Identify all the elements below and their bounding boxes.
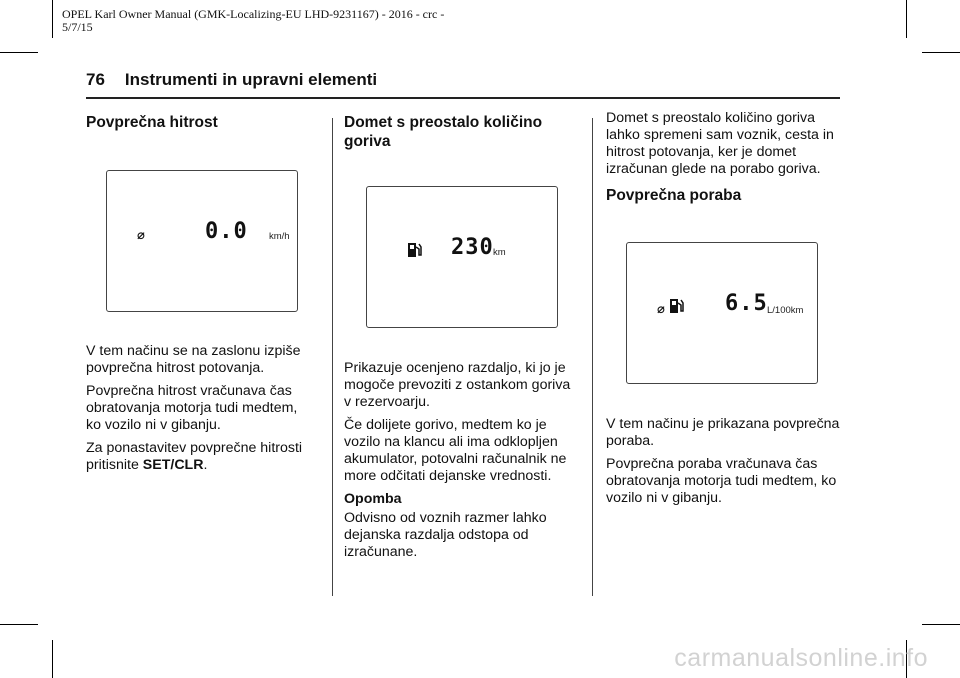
section-heading: Povprečna hitrost bbox=[86, 114, 218, 131]
print-metadata bbox=[62, 8, 444, 34]
right-column-text bbox=[606, 416, 842, 513]
paragraph-text: Za ponastavitev povprečne hitrosti pritisnite bbox=[86, 440, 303, 473]
display-average-speed bbox=[106, 170, 298, 312]
column-divider bbox=[332, 118, 333, 596]
page-header bbox=[86, 70, 377, 90]
display-value: 6.5 bbox=[725, 291, 768, 316]
middle-column bbox=[344, 113, 580, 151]
page-number: 76 bbox=[86, 70, 105, 89]
crop-mark bbox=[0, 52, 38, 53]
watermark: carmanualsonline.info bbox=[674, 644, 928, 672]
section-heading: Domet s preostalo količino goriva bbox=[344, 114, 543, 150]
average-symbol-icon: ⌀ bbox=[657, 301, 665, 316]
display-unit: L/100km bbox=[767, 305, 804, 316]
header-rule bbox=[86, 97, 840, 99]
display-unit: km bbox=[493, 247, 506, 258]
paragraph: Povprečna hitrost vračunava čas obratovanja motorja tudi medtem, ko vozilo ni v gibanju. bbox=[86, 383, 298, 433]
fuel-pump-icon bbox=[669, 297, 685, 315]
metadata-line: OPEL Karl Owner Manual (GMK-Localizing-EU LHD-9231167) - 2016 - crc - bbox=[62, 7, 445, 21]
metadata-date: 5/7/15 bbox=[62, 20, 93, 34]
display-unit: km/h bbox=[269, 231, 290, 242]
average-symbol-icon: ⌀ bbox=[137, 227, 145, 242]
note-text: Odvisno od voznih razmer lahko dejanska razdalja odstopa od izračunane. bbox=[344, 510, 547, 560]
button-name: SET/CLR bbox=[142, 457, 204, 473]
paragraph bbox=[86, 440, 312, 474]
crop-mark bbox=[922, 52, 960, 53]
crop-mark bbox=[922, 624, 960, 625]
crop-mark bbox=[906, 0, 907, 38]
right-column bbox=[606, 110, 842, 205]
paragraph: V tem načinu se na zaslonu izpiše povprečna hitrost potovanja. bbox=[86, 343, 301, 376]
column-divider bbox=[592, 118, 593, 596]
crop-mark bbox=[52, 0, 53, 38]
display-average-consumption bbox=[626, 242, 818, 384]
note-title: Opomba bbox=[344, 491, 402, 507]
paragraph: Če dolijete gorivo, medtem ko je vozilo na klancu ali ima odklopljen akumulator, potovalni računalnik ne more odčitati dejanske vrednosti. bbox=[344, 417, 567, 484]
fuel-pump-icon bbox=[407, 241, 423, 259]
middle-column-text bbox=[344, 360, 580, 567]
display-value: 0.0 bbox=[205, 219, 248, 244]
paragraph: V tem načinu je prikazana povprečna poraba. bbox=[606, 416, 840, 449]
section-heading: Povprečna poraba bbox=[606, 187, 742, 204]
paragraph: Prikazuje ocenjeno razdaljo, ki jo je mogoče prevoziti z ostankom goriva v rezervoarju. bbox=[344, 360, 571, 410]
paragraph: Povprečna poraba vračunava čas obratovanja motorja tudi medtem, ko vozilo ni v gibanju. bbox=[606, 456, 837, 506]
crop-mark bbox=[52, 640, 53, 678]
paragraph-text: . bbox=[203, 457, 208, 473]
left-column bbox=[86, 113, 312, 132]
page-title: Instrumenti in upravni elementi bbox=[124, 70, 378, 89]
crop-mark bbox=[0, 624, 38, 625]
paragraph: Domet s preostalo količino goriva lahko spremeni sam voznik, cesta in hitrost potovanja, ker je domet izračunan glede na porabo goriva. bbox=[606, 110, 834, 177]
display-value: 230 bbox=[451, 235, 494, 260]
left-column-text bbox=[86, 343, 312, 480]
display-range bbox=[366, 186, 558, 328]
